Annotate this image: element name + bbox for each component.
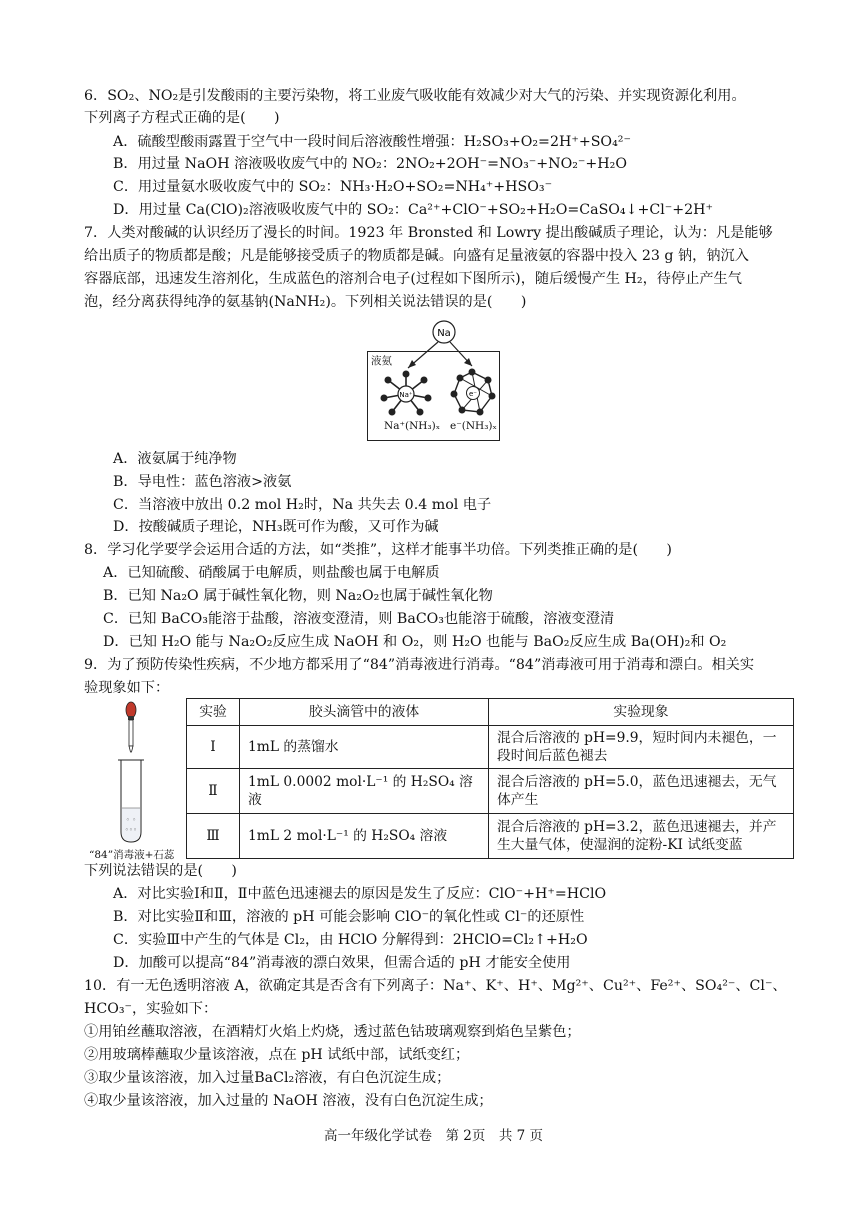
table-header-row [187, 699, 794, 726]
q10-step2: ②用玻璃棒蘸取少量该溶液，点在 pH 试纸中部，试纸变红； [84, 1047, 470, 1063]
q9-stem-line2: 验现象如下： [84, 680, 170, 696]
header-phenomenon: 实验现象 [489, 699, 794, 726]
table-row [187, 814, 794, 859]
liquid-ammonia-label: 液氨 [371, 355, 392, 367]
page-footer: 高一年级化学试卷 第 2页 共 7 页 [323, 1128, 544, 1144]
test-tube-icon [118, 760, 144, 842]
row3-liquid: 1mL 2 mol·L⁻¹ 的 H₂SO₄ 溶液 [240, 814, 489, 859]
row2-id: Ⅱ [187, 769, 240, 814]
electron-label: e⁻ [468, 390, 478, 398]
q8-option-a: A．已知硫酸、硝酸属于电解质，则盐酸也属于电解质 [103, 565, 440, 581]
q10-step4: ④取少量该溶液，加入过量的 NaOH 溶液，没有白色沉淀生成； [84, 1093, 493, 1109]
q7-option-c: C．当溶液中放出 0.2 mol H₂时，Na 共失去 0.4 mol 电子 [113, 497, 492, 513]
q8-option-c: C．已知 BaCO₃能溶于盐酸，溶液变澄清，则 BaCO₃也能溶于硫酸，溶液变澄清 [103, 611, 615, 627]
row1-phenomenon: 混合后溶液的 pH=9.9，短时间内未褪色，一段时间后蓝色褪去 [489, 726, 794, 769]
tube-caption: “84”消毒液+石蕊 [89, 849, 175, 861]
table-row [187, 769, 794, 814]
q7-stem-line4: 泡，经分离获得纯净的氨基钠(NaNH₂)。下列相关说法错误的是( ) [84, 294, 527, 310]
q7-stem-line3: 容器底部，迅速发生溶剂化，生成蓝色的溶剂合电子(过程如下图所示)，随后缓慢产生 H₂，待停止产生气 [84, 271, 742, 287]
svg-text:◦◦◦: ◦◦◦ [124, 826, 138, 834]
q7-option-a: A．液氨属于纯净物 [113, 451, 237, 467]
q9-option-a: A．对比实验Ⅰ和Ⅱ，Ⅱ中蓝色迅速褪去的原因是发生了反应：ClO⁻+H⁺=HClO [113, 886, 607, 902]
q10-stem-line1: 10．有一无色透明溶液 A，欲确定其是否含有下列离子：Na⁺、K⁺、H⁺、Mg²⁺、Cu²⁺、Fe²⁺、SO₄²⁻、Cl⁻、 [84, 978, 787, 994]
dropper-and-test-tube [112, 700, 152, 846]
row2-phenomenon: 混合后溶液的 pH=5.0，蓝色迅速褪去，无气体产生 [489, 769, 794, 814]
q8-option-b: B．已知 Na₂O 属于碱性氧化物，则 Na₂O₂也属于碱性氧化物 [103, 588, 493, 604]
dropper-icon [126, 702, 136, 752]
svg-text:◦ ◦: ◦ ◦ [125, 816, 137, 824]
q7-stem-line2: 给出质子的物质都是酸；凡是能够接受质子的物质都是碱。向盛有足量液氨的容器中投入 23 g 钠，钠沉入 [84, 248, 749, 264]
experiment-table [186, 698, 794, 859]
q7-option-b: B．导电性：蓝色溶液>液氨 [113, 474, 292, 490]
row3-phenomenon: 混合后溶液的 pH=3.2，蓝色迅速褪去，并产生大量气体，使湿润的淀粉-KI 试纸变蓝 [489, 814, 794, 859]
q6-option-d: D．用过量 Ca(ClO)₂溶液吸收废气中的 SO₂：Ca²⁺+ClO⁻+SO₂+H₂O=CaSO₄↓+Cl⁻+2H⁺ [113, 202, 714, 218]
q9-stem-line1: 9．为了预防传染性疾病，不少地方都采用了“84”消毒液进行消毒。“84”消毒液可用于消毒和漂白。相关实 [84, 657, 755, 673]
row1-id: Ⅰ [187, 726, 240, 769]
sodium-atom-label: Na [437, 328, 451, 339]
q9-option-b: B．对比实验Ⅱ和Ⅲ，溶液的 pH 可能会影响 ClO⁻的氧化性或 Cl⁻的还原性 [113, 909, 585, 925]
q10-stem-line2: HCO₃⁻，实验如下： [84, 1001, 218, 1017]
q9-option-c: C．实验Ⅲ中产生的气体是 Cl₂，由 HClO 分解得到：2HClO=Cl₂↑+H₂O [113, 932, 588, 948]
header-dropper-liquid: 胶头滴管中的液体 [240, 699, 489, 726]
q6-stem-line2: 下列离子方程式正确的是( ) [84, 110, 280, 126]
row2-liquid: 1mL 0.0002 mol·L⁻¹ 的 H₂SO₄ 溶液 [240, 769, 489, 814]
electron-caption: e⁻(NH₃)ₓ [450, 420, 497, 432]
row1-liquid: 1mL 的蒸馏水 [240, 726, 489, 769]
q10-step1: ①用铂丝蘸取溶液，在酒精灯火焰上灼烧，透过蓝色钴玻璃观察到焰色呈紫色； [84, 1024, 581, 1040]
header-experiment: 实验 [187, 699, 240, 726]
q7-stem-line1: 7．人类对酸碱的认识经历了漫长的时间。1923 年 Bronsted 和 Lowry 提出酸碱质子理论，认为：凡是能够 [84, 225, 773, 241]
q9-option-d: D．加酸可以提高“84”消毒液的漂白效果，但需合适的 pH 才能安全使用 [113, 955, 571, 971]
q9-stem-line3: 下列说法错误的是( ) [84, 863, 237, 879]
table-row [187, 726, 794, 769]
cation-caption: Na⁺(NH₃)ₓ [384, 420, 441, 432]
row3-id: Ⅲ [187, 814, 240, 859]
q8-option-d: D．已知 H₂O 能与 Na₂O₂反应生成 NaOH 和 O₂，则 H₂O 也能与 BaO₂反应生成 Ba(OH)₂和 O₂ [103, 634, 727, 650]
q6-option-c: C．用过量氨水吸收废气中的 SO₂：NH₃·H₂O+SO₂=NH₄⁺+HSO₃⁻ [113, 179, 553, 195]
sodium-ion-label: Na⁺ [399, 391, 413, 399]
q6-option-a: A．硫酸型酸雨露置于空气中一段时间后溶液酸性增强：H₂SO₃+O₂=2H⁺+SO₄²⁻ [113, 134, 631, 150]
q7-option-d: D．按酸碱质子理论，NH₃既可作为酸，又可作为碱 [113, 519, 439, 535]
q10-step3: ③取少量该溶液，加入过量BaCl₂溶液，有白色沉淀生成； [84, 1070, 451, 1086]
q6-option-b: B．用过量 NaOH 溶液吸收废气中的 NO₂：2NO₂+2OH⁻=NO₃⁻+NO₂⁻+H₂O [113, 156, 627, 172]
q8-stem: 8．学习化学要学会运用合适的方法，如“类推”，这样才能事半功倍。下列类推正确的是( ) [84, 542, 672, 558]
q6-stem-line1: 6．SO₂、NO₂是引发酸雨的主要污染物，将工业废气吸收能有效减少对大气的污染、并实现资源化利用。 [84, 88, 746, 104]
